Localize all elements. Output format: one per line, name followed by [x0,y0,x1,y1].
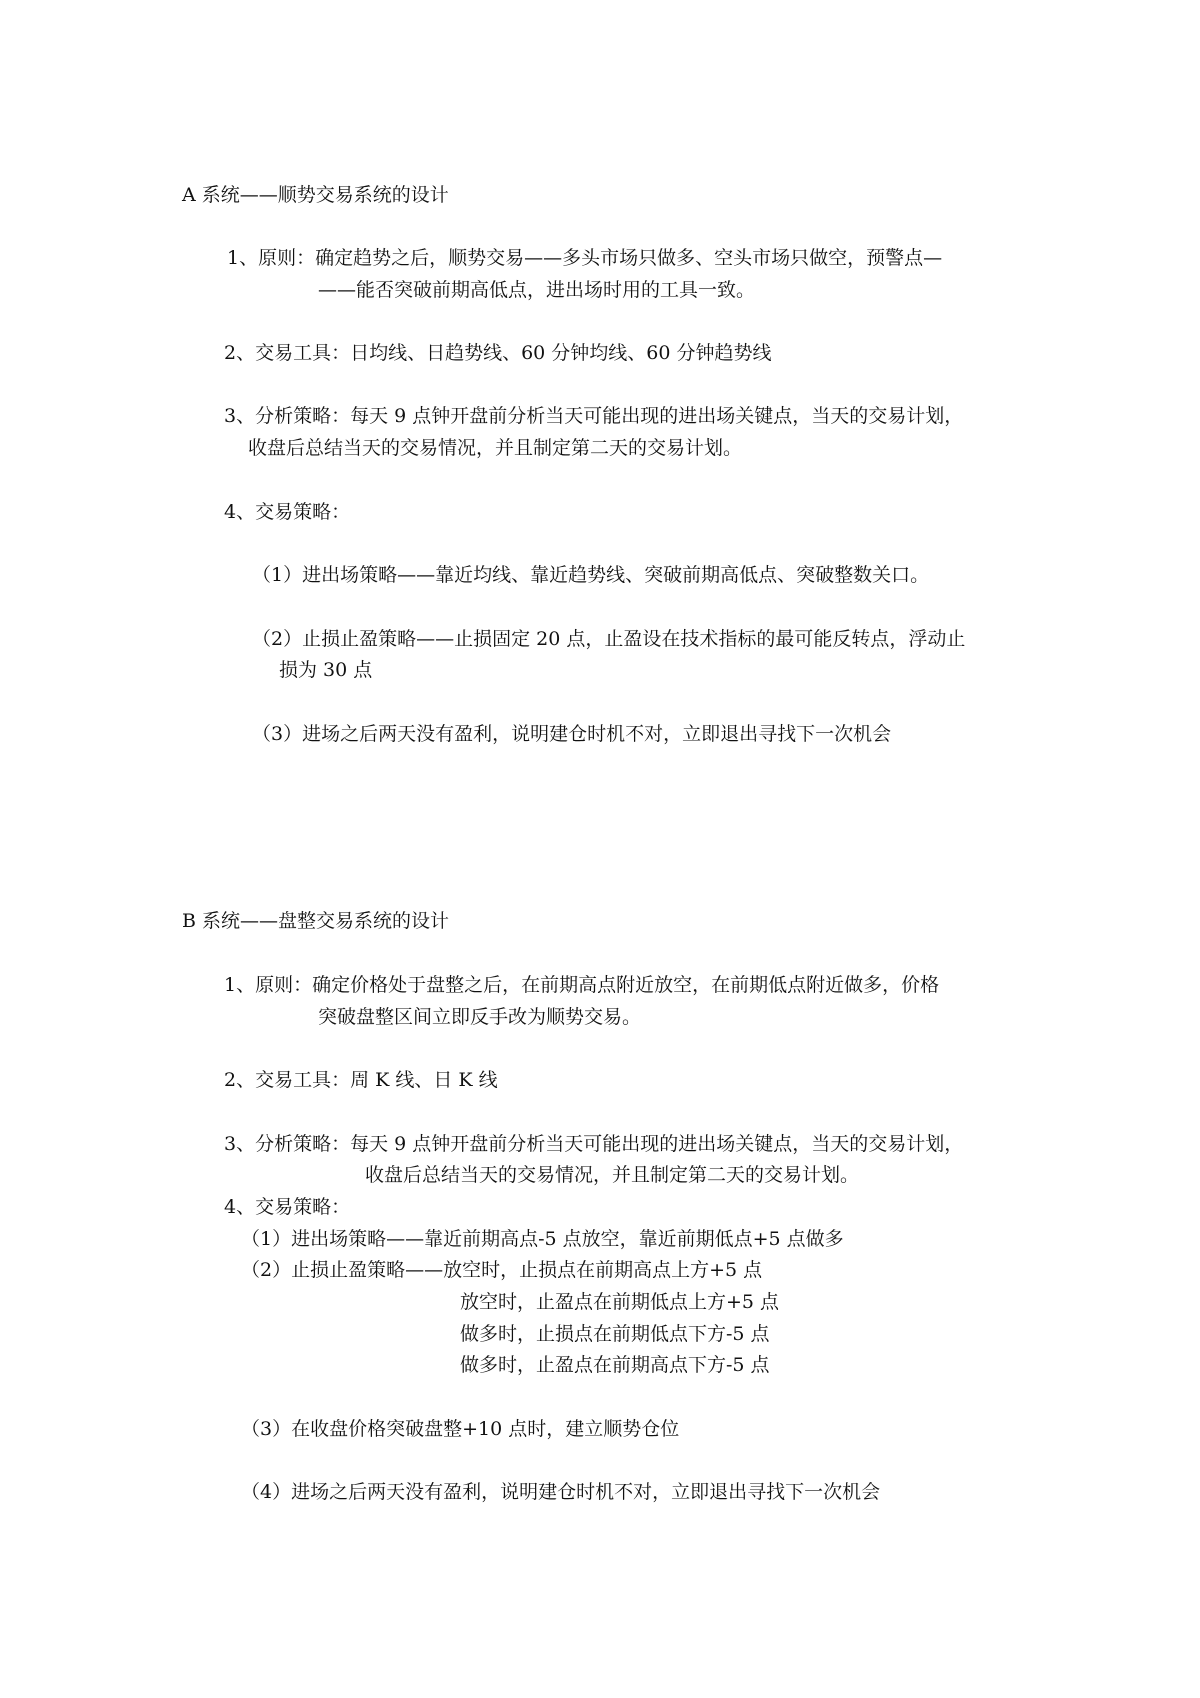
section-a-item1-line1: 1、原则：确定趋势之后，顺势交易——多头市场只做多、空头市场只做空，预警点— [227,247,943,269]
section-a-sub2-line2: 损为 30 点 [279,659,373,681]
section-a-item2: 2、交易工具：日均线、日趋势线、60 分钟均线、60 分钟趋势线 [224,342,772,364]
section-b-item3-line1: 3、分析策略：每天 9 点钟开盘前分析当天可能出现的进出场关键点，当天的交易计划， [224,1133,964,1155]
section-b-title: B 系统——盘整交易系统的设计 [182,910,450,932]
section-b-item1-line1: 1、原则：确定价格处于盘整之后，在前期高点附近放空，在前期低点附近做多，价格 [224,974,940,996]
section-b-sub1: （1）进出场策略——靠近前期高点-5 点放空，靠近前期低点+5 点做多 [241,1228,844,1250]
section-a-item1-line2: ——能否突破前期高低点，进出场时用的工具一致。 [318,279,756,301]
section-a-sub2-line1: （2）止损止盈策略——止损固定 20 点，止盈设在技术指标的最可能反转点，浮动止 [252,628,966,650]
section-a-sub3: （3）进场之后两天没有盈利，说明建仓时机不对，立即退出寻找下一次机会 [252,723,892,745]
section-a-item4: 4、交易策略： [224,501,351,523]
section-b-item1-line2: 突破盘整区间立即反手改为顺势交易。 [318,1006,642,1028]
section-b-sub2-line1: （2）止损止盈策略——放空时，止损点在前期高点上方+5 点 [241,1259,763,1281]
section-a-item3-line1: 3、分析策略：每天 9 点钟开盘前分析当天可能出现的进出场关键点，当天的交易计划， [224,405,964,427]
section-a-item3-line2: 收盘后总结当天的交易情况，并且制定第二天的交易计划。 [248,437,743,459]
section-b-sub2-line2: 放空时，止盈点在前期低点上方+5 点 [460,1291,780,1313]
section-b-item4: 4、交易策略： [224,1196,351,1218]
section-b-sub3: （3）在收盘价格突破盘整+10 点时，建立顺势仓位 [241,1418,680,1440]
section-b-item2: 2、交易工具：周 K 线、日 K 线 [224,1069,498,1091]
section-a-title: A 系统——顺势交易系统的设计 [182,184,449,206]
section-a-sub1: （1）进出场策略——靠近均线、靠近趋势线、突破前期高低点、突破整数关口。 [252,564,930,586]
section-b-sub2-line3: 做多时，止损点在前期低点下方-5 点 [460,1323,770,1345]
section-b-item3-line2: 收盘后总结当天的交易情况，并且制定第二天的交易计划。 [365,1164,860,1186]
section-b-sub4: （4）进场之后两天没有盈利，说明建仓时机不对，立即退出寻找下一次机会 [241,1481,881,1503]
section-b-sub2-line4: 做多时，止盈点在前期高点下方-5 点 [460,1354,770,1376]
